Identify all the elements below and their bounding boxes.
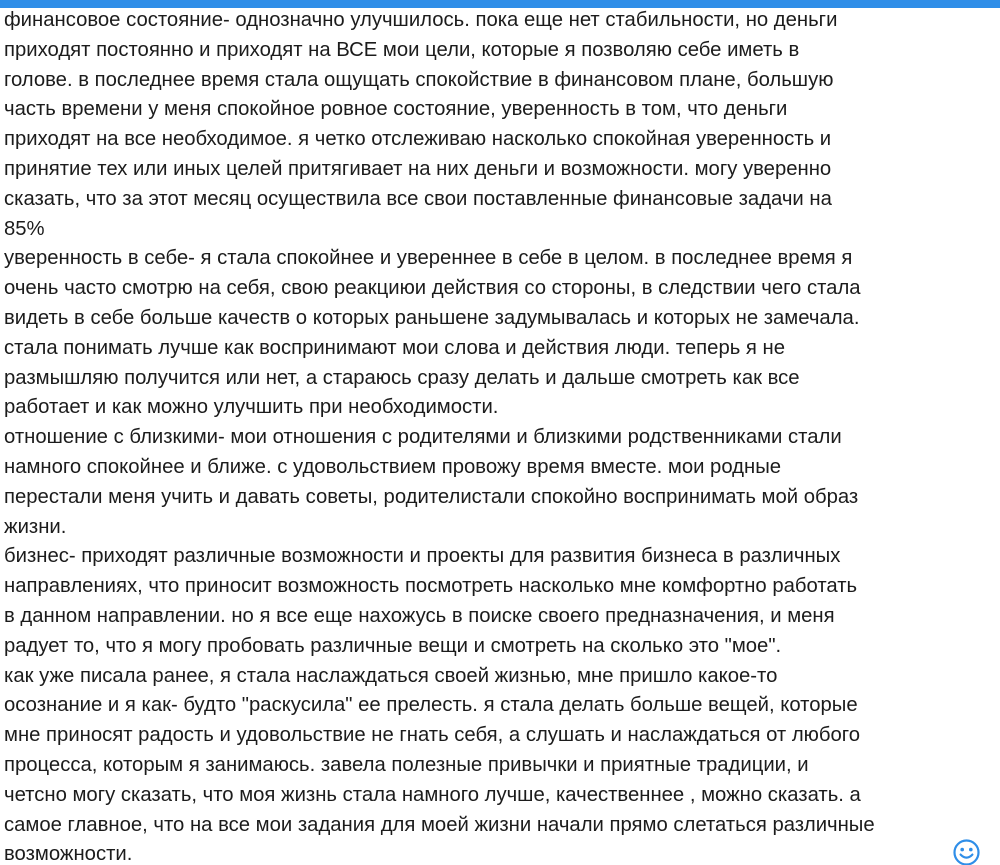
message-line: процесса, которым я занимаюсь. завела полезные привычки и приятные традиции, и <box>4 753 809 776</box>
message-line: стала понимать лучше как воспринимают мои слова и действия люди. теперь я не <box>4 336 786 359</box>
message-line: четсно могу сказать, что моя жизнь стала намного лучше, качественнее , можно сказать. а <box>4 783 861 806</box>
message-line: осознание и я как- будто "раскусила" ее прелесть. я стала делать больше вещей, которые <box>4 694 858 717</box>
message-line: работает и как можно улучшить при необходимости. <box>4 396 499 419</box>
message-line: очень часто смотрю на себя, свою реакциюи действия со стороны, в следствии чего стала <box>4 277 861 300</box>
message-line: видеть в себе больше качеств о которых раньшене задумывалась и которых не замечала. <box>4 306 860 329</box>
message-line: радует то, что я могу пробовать различные вещи и смотреть на сколько это "мое". <box>4 634 782 657</box>
message-line: намного спокойнее и ближе. с удовольствием провожу время вместе. мои родные <box>4 455 782 478</box>
smiley-face-icon-graphic <box>952 838 981 865</box>
message-line: как уже писала ранее, я стала наслаждаться своей жизнью, мне пришло какое-то <box>4 664 778 687</box>
message-text <box>4 6 984 865</box>
message-line: мне приносят радость и удовольствие не гнать себя, а слушать и наслаждаться от любого <box>4 724 860 747</box>
message-line: сказать, что за этот месяц осуществила все свои поставленные финансовые задачи на <box>4 187 832 210</box>
message-line: перестали меня учить и давать советы, родителистали спокойно воспринимать мой образ <box>4 485 859 508</box>
message-line: возможности. <box>4 843 133 865</box>
message-line: голове. в последнее время стала ощущать спокойствие в финансовом плане, большую <box>4 68 834 91</box>
message-line: бизнес- приходят различные возможности и проекты для развития бизнеса в различных <box>4 545 841 568</box>
message-line: направлениях, что приносит возможность посмотреть насколько мне комфортно работать <box>4 575 858 598</box>
message-line: жизни. <box>4 515 67 538</box>
message-line: в данном направлении. но я все еще нахожусь в поиске своего предназначения, и меня <box>4 604 835 627</box>
message-line: приходят постоянно и приходят на ВСЕ мои цели, которые я позволяю себе иметь в <box>4 38 800 61</box>
smiley-face-icon[interactable] <box>952 838 981 865</box>
message-line: часть времени у меня спокойное ровное состояние, уверенность в том, что деньги <box>4 98 788 121</box>
message-line: приходят на все необходимое. я четко отслеживаю насколько спокойная уверенность и <box>4 128 832 151</box>
message-line: самое главное, что на все мои задания для моей жизни начали прямо слетаться различные <box>4 813 875 836</box>
message-line: принятие тех или иных целей притягивает на них деньги и возможности. могу уверенно <box>4 157 832 180</box>
message-line: финансовое состояние- однозначно улучшилось. пока еще нет стабильности, но деньги <box>4 9 838 31</box>
message-line: 85% <box>4 217 45 240</box>
message-line: отношение с близкими- мои отношения с родителями и близкими родственниками стали <box>4 426 842 449</box>
message-line: размышляю получится или нет, а стараюсь сразу делать и дальше смотреть как все <box>4 366 800 389</box>
message-line: уверенность в себе- я стала спокойнее и увереннее в себе в целом. в последнее время я <box>4 247 853 270</box>
